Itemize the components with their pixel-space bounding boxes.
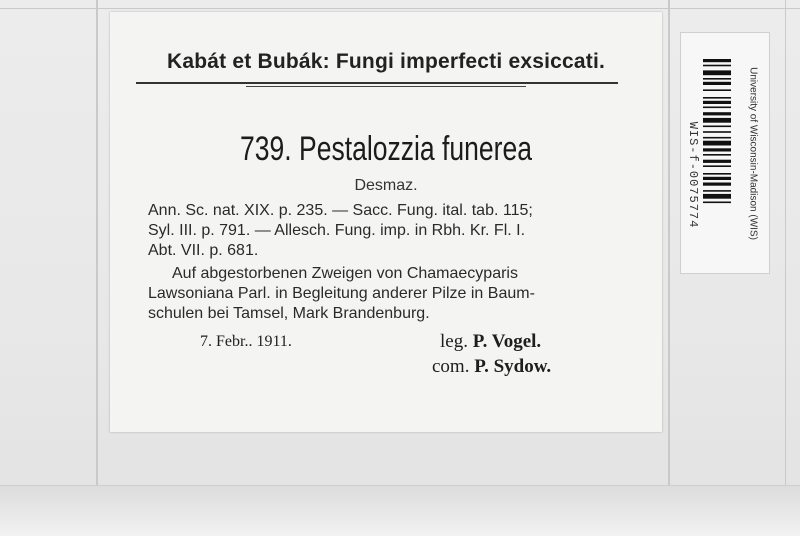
habitat-line-2: Lawsoniana Parl. in Begleitung anderer Pilze in Baum- bbox=[148, 285, 535, 302]
header-rule-thick bbox=[136, 82, 618, 84]
catalog-number-text: WIS-f-0075774 bbox=[686, 121, 700, 229]
envelope-fold-top bbox=[0, 8, 800, 9]
collector-name: P. Vogel. bbox=[472, 331, 542, 352]
label-header: Kabát et Bubák: Fungi imperfecti exsiccati. bbox=[166, 50, 606, 73]
reference-line-2: Syl. III. p. 791. — Allesch. Fung. imp. in Rbh. Kr. Fl. I. bbox=[148, 222, 526, 239]
barcode-icon bbox=[703, 59, 731, 249]
envelope-flap bbox=[0, 485, 800, 536]
collection-date: 7. Febr.. 1911. bbox=[200, 333, 292, 350]
envelope-fold-left bbox=[96, 0, 98, 500]
species-author: Desmaz. bbox=[354, 177, 418, 194]
institution-text: University of Wisconsin-Madison (WIS) bbox=[747, 67, 759, 240]
envelope-fold-right bbox=[668, 0, 670, 500]
header-rule-thin bbox=[246, 86, 526, 87]
species-title: 739. Pestalozzia funerea bbox=[240, 130, 532, 168]
habitat-line-3: schulen bei Tamsel, Mark Brandenburg. bbox=[148, 305, 430, 322]
habitat-line-1: Auf abgestorbenen Zweigen von Chamaecyparis bbox=[172, 265, 518, 282]
communicator-name: P. Sydow. bbox=[474, 356, 552, 377]
leg-prefix: leg. bbox=[440, 331, 468, 352]
envelope-edge-right bbox=[785, 0, 786, 535]
reference-line-1: Ann. Sc. nat. XIX. p. 235. — Sacc. Fung. ital. tab. 115; bbox=[148, 202, 533, 219]
collector-line bbox=[440, 331, 541, 353]
catalog-number bbox=[684, 100, 698, 250]
communicator-line bbox=[432, 356, 551, 378]
institution-name bbox=[748, 40, 762, 270]
com-prefix: com. bbox=[432, 356, 470, 377]
reference-line-3: Abt. VII. p. 681. bbox=[148, 242, 259, 259]
